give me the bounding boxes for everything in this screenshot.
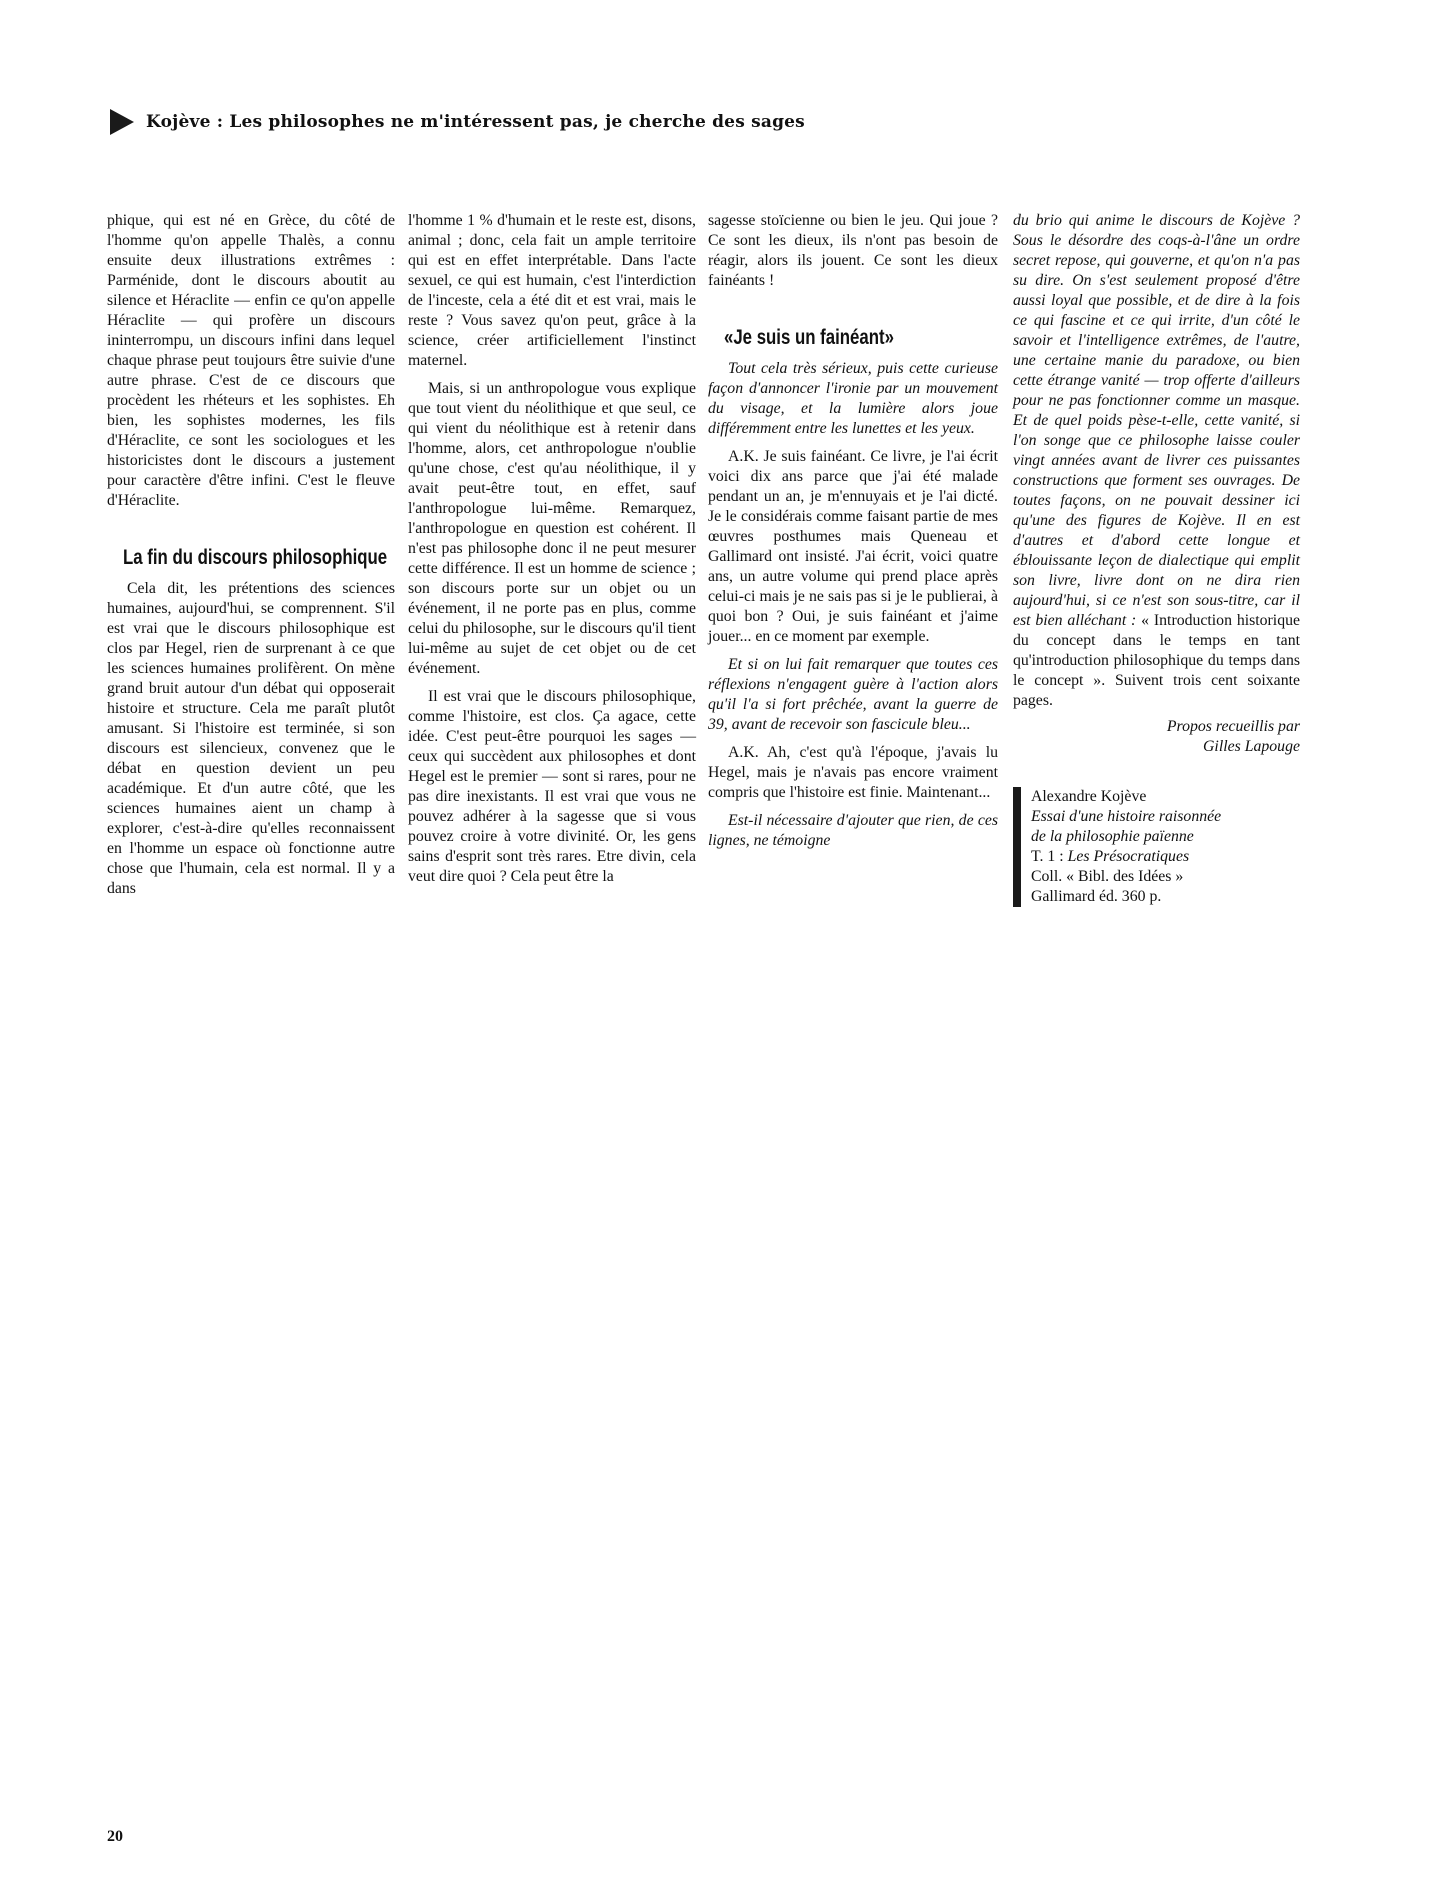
col4-subtitle-quote: « Introduction historique du concept dans le temps en tant qu'introduction philosophique du temps dans le concept ». Suivent trois cent soixante pages. [1013,612,1300,709]
answer-1: A.K. Je suis fainéant. Ce livre, je l'ai écrit voici dix ans parce que j'ai été malade pendant un an, je m'ennuyais et je l'ai dicté. Je le considérais comme faisant partie de mes œuvres posthumes mais Queneau et Gallimard ont insisté. J'ai écrit, voici quatre ans, un autre volume qui prend place après celui-ci mais je ne sais pas si je le publierai, à quoi bon ? Oui, je suis fainéant et j'aime jouer... en ce moment par exemple. [708,448,998,645]
col4-paragraph-1 [1013,211,1300,711]
book-collection: Coll. « Bibl. des Idées » [1031,868,1184,885]
book-tome [1031,847,1300,867]
column-4 [1013,211,1300,907]
book-tome-title: Les Présocratiques [1067,848,1190,865]
interviewer-note-3: Est-il nécessaire d'ajouter que rien, de ces lignes, ne témoigne [708,812,998,849]
subheading-je-suis-un-faineant: «Je suis un fainéant» [724,326,894,349]
play-arrow-icon [110,109,134,135]
signature [1013,717,1300,757]
column-1 [107,211,395,899]
answer-2: A.K. Ah, c'est qu'à l'époque, j'avais lu Hegel, mais je n'avais pas encore vraiment compris que l'histoire est finie. Maintenant... [708,744,998,801]
col3-paragraph-1: sagesse stoïcienne ou bien le jeu. Qui joue ? Ce sont les dieux, ils n'ont pas besoin de réagir, alors ils jouent. Ce sont les dieux fainéants ! [708,212,998,289]
col4-italic-text: du brio qui anime le discours de Kojève ? Sous le désordre des coqs-à-l'âne un ordre secret repose, qui gouverne, et qu'on n'a pas su dire. On s'est seulement proposé d'être aussi loyal que possible, et de dire à la fois ce qui fascine et ce qui irrite, d'un côté le savoir et l'intelligence extrêmes, de l'autre, une certaine manie du paradoxe, ou bien cette étrange vanité — trop offerte d'ailleurs pour ne pas fonctionner comme un masque. Et de quel poids pèse-t-elle, cette vanité, si l'on songe que ce philosophe laisse couler vingt années avant de livrer ces puissantes constructions que forment ses ouvrages. De toutes façons, on ne pouvait dessiner ici qu'une des figures de Kojève. Il en est d'autres et d'abord cette longue et éblouissante leçon de dialectique qui emplit son livre, livre dont on ne dira rien aujourd'hui, si ce n'est son sous-titre, car il est bien alléchant : [1013,212,1300,629]
book-reference [1013,787,1300,907]
book-tome-prefix: T. 1 : [1031,848,1068,865]
signature-author: Gilles Lapouge [1203,738,1300,755]
col2-paragraph-2: Mais, si un anthropologue vous explique que tout vient du néolithique et que seul, ce qui vient du néolithique est à retenir dans l'homme, alors, cet anthropologue n'oublie qu'une chose, c'est qu'au néolithique, il y avait peut-être tout, en effet, sauf l'anthropologue lui-même. Remarquez, l'anthropologue en question est cohérent. Il n'est pas philosophe donc il ne peut mesurer cette différence. Il est un homme de science ; son discours porte sur un objet ou un événement, il ne porte pas en plus, comme celui du philosophe, sur le discours qu'il tient lui-même au sujet de cet objet ou de cet événement. [408,380,696,677]
signature-line-1: Propos recueillis par [1166,718,1300,735]
column-3 [708,211,998,851]
header-title: Kojève : Les philosophes ne m'intéressent pas, je cherche des sages [146,112,805,132]
col1-paragraph-2: Cela dit, les prétentions des sciences humaines, aujourd'hui, se comprennent. S'il est vrai que le discours philosophique est clos par Hegel, rien de surprenant à ce que les sciences humaines prolifèrent. On mène grand bruit autour d'un débat qui opposerait histoire et structure. Cela me paraît plutôt amusant. Si l'histoire est terminée, si son discours est silencieux, convenez que le débat en question devient un peu académique. Et d'un autre côté, que les sciences humaines aient un champ à explorer, c'est-à-dire qu'elles reconnaissent en l'homme un espace où fonctionne autre chose que l'humain, cela est normal. Il y a dans [107,580,395,897]
page-number: 20 [107,1828,123,1845]
book-publisher: Gallimard éd. 360 p. [1031,888,1162,905]
interviewer-note-2: Et si on lui fait remarquer que toutes ces réflexions n'engagent guère à l'action alors qu'il l'a si fort prêchée, avant la guerre de 39, avant de recevoir son fascicule bleu... [708,656,998,733]
subheading-fin-du-discours: La fin du discours philosophique [123,546,388,569]
col2-paragraph-1: l'homme 1 % d'humain et le reste est, disons, animal ; donc, cela fait un ample territoire qui est en effet interprétable. Dans l'acte sexuel, ce qui est humain, c'est l'interdiction de l'inceste, cela a été dit et est vrai, mais le reste ? Vous savez qu'on peut, grâce à la science, créer artificiellement l'instinct maternel. [408,212,696,369]
page-header [110,108,805,136]
book-title-line-1: Essai d'une histoire raisonnée [1031,808,1222,825]
column-2 [408,211,696,887]
interviewer-note-1: Tout cela très sérieux, puis cette curieuse façon d'annoncer l'ironie par un mouvement du visage, et la lumière alors joue différemment entre les lunettes et les yeux. [708,360,998,437]
book-author: Alexandre Kojève [1031,788,1147,805]
col2-paragraph-3: Il est vrai que le discours philosophique, comme l'histoire, est clos. Ça agace, cette idée. C'est peut-être pourquoi les sages — ceux qui succèdent aux philosophes et dont Hegel est le premier — sont si rares, pour ne pas dire inexistants. Il est vrai que vous ne pouvez adhérer à la sagesse que si vous pouvez croire à votre divinité. Or, les gens sains d'esprit sont très rares. Etre divin, cela veut dire quoi ? Cela peut être la [408,688,696,885]
book-title-line-2: de la philosophie païenne [1031,828,1194,845]
col1-paragraph-1: phique, qui est né en Grèce, du côté de l'homme qu'on appelle Thalès, a connu ensuite deux illustrations extrêmes : Parménide, dont le discours aboutit au silence et Héraclite — enfin ce qu'on appelle Héraclite — qui profère un discours ininterrompu, un discours infini dans lequel chaque phrase peut toujours être suivie d'une autre phrase. C'est de ce discours que procèdent les rhéteurs et les sophistes. Eh bien, les sophistes modernes, les fils d'Héraclite, ce sont les sociologues et les historicistes dont le discours a justement pour caractère d'être infini. C'est le fleuve d'Héraclite. [107,212,395,509]
